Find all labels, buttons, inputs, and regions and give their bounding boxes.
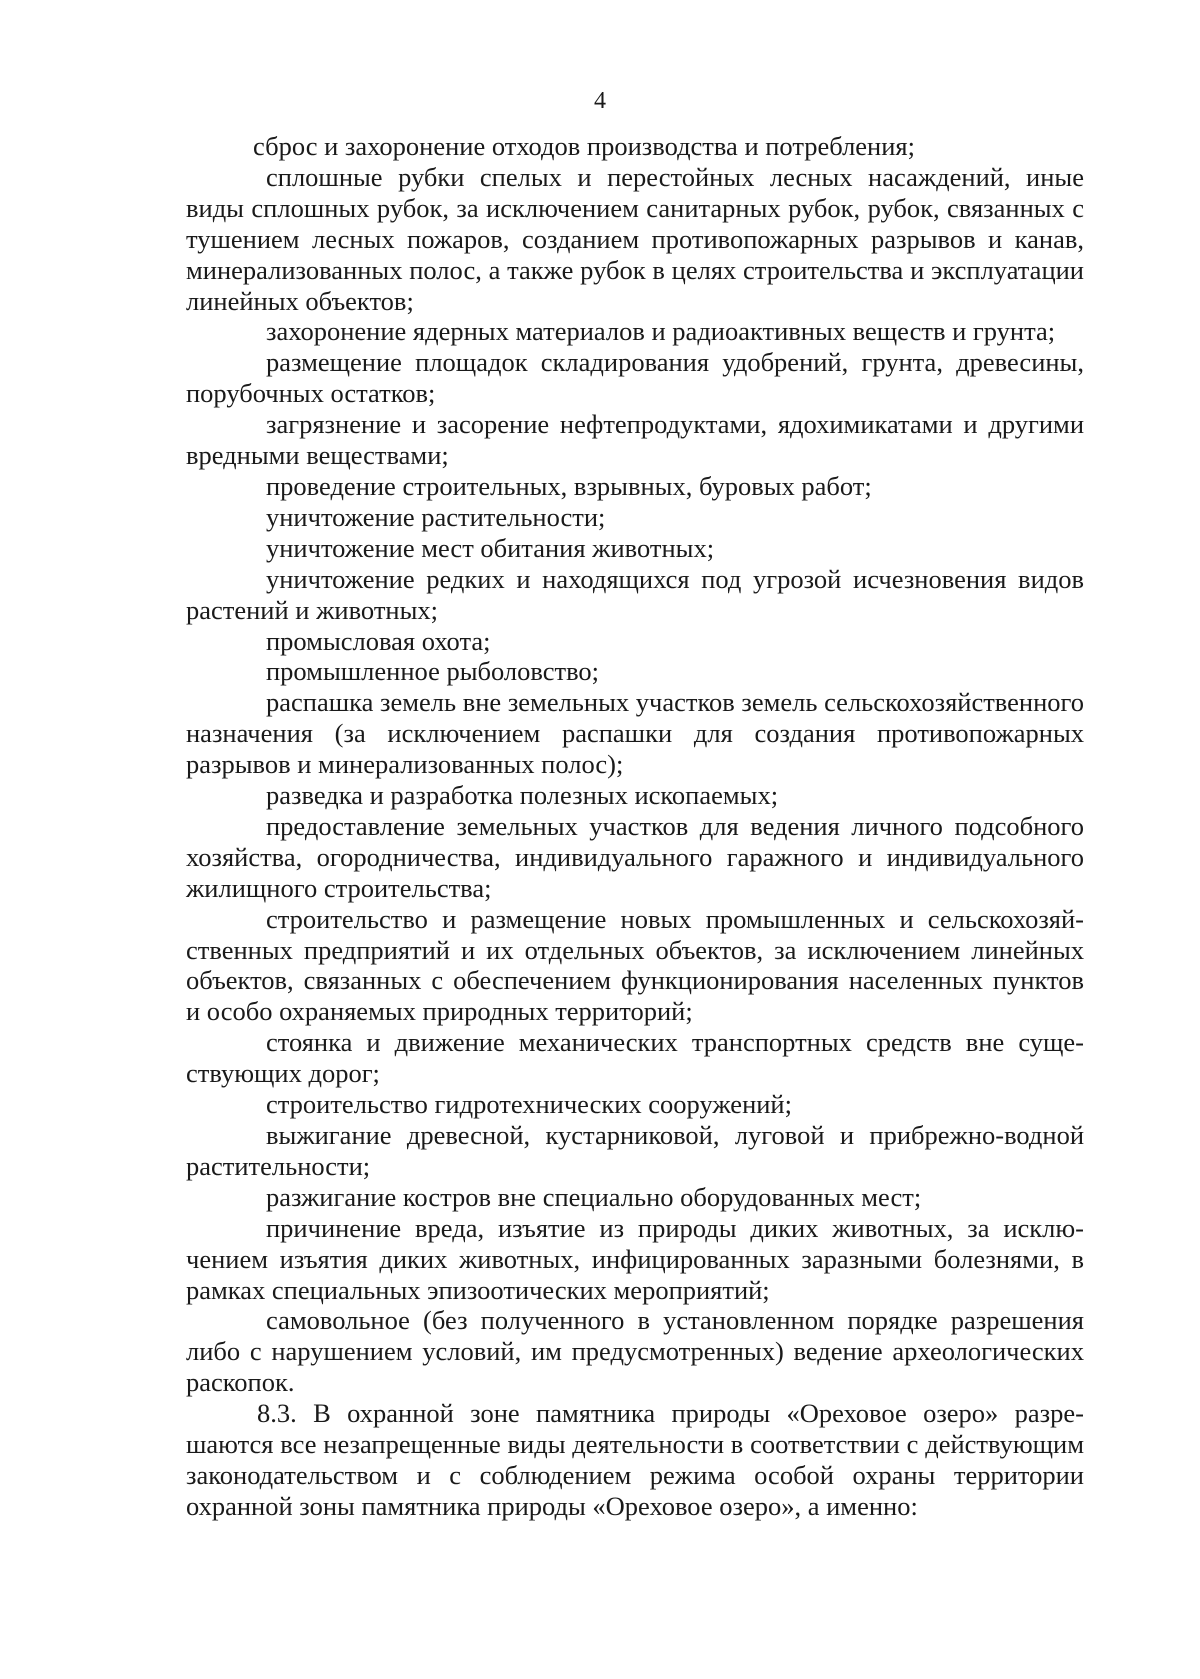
paragraph-10: промысловая охота; [266, 625, 491, 656]
paragraph-7: уничтожение растительности; [266, 501, 606, 532]
paragraph-5: загрязнение и засорение нефтепродуктами, ядохимикатами и другими вредными веществами; [186, 409, 1084, 471]
page-number: 4 [594, 88, 606, 114]
paragraph-15: строительство и размещение новых промышленных и сельскохозяйственных предприятий и их отдельных объектов, за исключением линейных объектов, связанных с обеспечением функционирования населенных пунктов и особо охраняемых природных территорий; [186, 903, 1084, 1027]
paragraph-19: разжигание костров вне специально оборудованных мест; [266, 1181, 922, 1212]
paragraph-3: захоронение ядерных материалов и радиоактивных веществ и грунта; [266, 316, 1056, 347]
paragraph-14: предоставление земельных участков для ведения личного подсобного хозяйства, огородничества, индивидуального гаражного и индивидуального жилищного строительства; [186, 810, 1084, 903]
paragraph-13: разведка и разработка полезных ископаемых; [266, 780, 779, 811]
paragraph-17: строительство гидротехнических сооружений; [266, 1089, 792, 1120]
paragraph-21: самовольное (без полученного в установленном порядке разрешения либо с нарушением условий, им предусмотренных) ведение археологических раскопок. [186, 1305, 1084, 1398]
paragraph-8: уничтожение мест обитания животных; [266, 532, 715, 563]
paragraph-16: стоянка и движение механических транспортных средств вне существующих дорог; [186, 1027, 1084, 1089]
paragraph-9: уничтожение редких и находящихся под угрозой исчезновения видов растений и животных; [186, 563, 1084, 625]
paragraph-6: проведение строительных, взрывных, буровых работ; [266, 470, 872, 501]
paragraph-section-8-3: 8.3. В охранной зоне памятника природы «Ореховое озеро» разрешаются все незапрещенные виды деятельности в соответствии с действующим законодательством и с соблюдением режима особой охраны территории охранной зоны памятника природы «Ореховое озеро», а именно: [186, 1398, 1084, 1521]
paragraph-18: выжигание древесной, кустарниковой, луговой и прибрежно-водной растительности; [186, 1120, 1084, 1181]
paragraph-20: причинение вреда, изъятие из природы диких животных, за исключением изъятия диких животных, инфицированных заразными болезнями, в рамках специальных эпизоотических мероприятий; [186, 1212, 1084, 1305]
paragraph-1: сброс и захоронение отходов производства и потребления; [253, 131, 915, 161]
paragraph-2: сплошные рубки спелых и перестойных лесных насаждений, иные виды сплошных рубок, за исключением санитарных рубок, рубок, связанных с тушением лесных пожаров, созданием противопожарных разрывов и канав, минерализованных полос, а также рубок в целях строительства и эксплуатации линейных объектов; [186, 161, 1084, 316]
paragraph-4: размещение площадок складирования удобрений, грунта, древесины, порубочных остатков; [186, 347, 1084, 409]
paragraph-12: распашка земель вне земельных участков земель сельскохозяйственного назначения (за исключением распашки для создания противопожарных разрывов и минерализованных полос); [186, 687, 1084, 780]
document-body [186, 131, 1084, 1522]
paragraph-11: промышленное рыболовство; [266, 656, 600, 687]
